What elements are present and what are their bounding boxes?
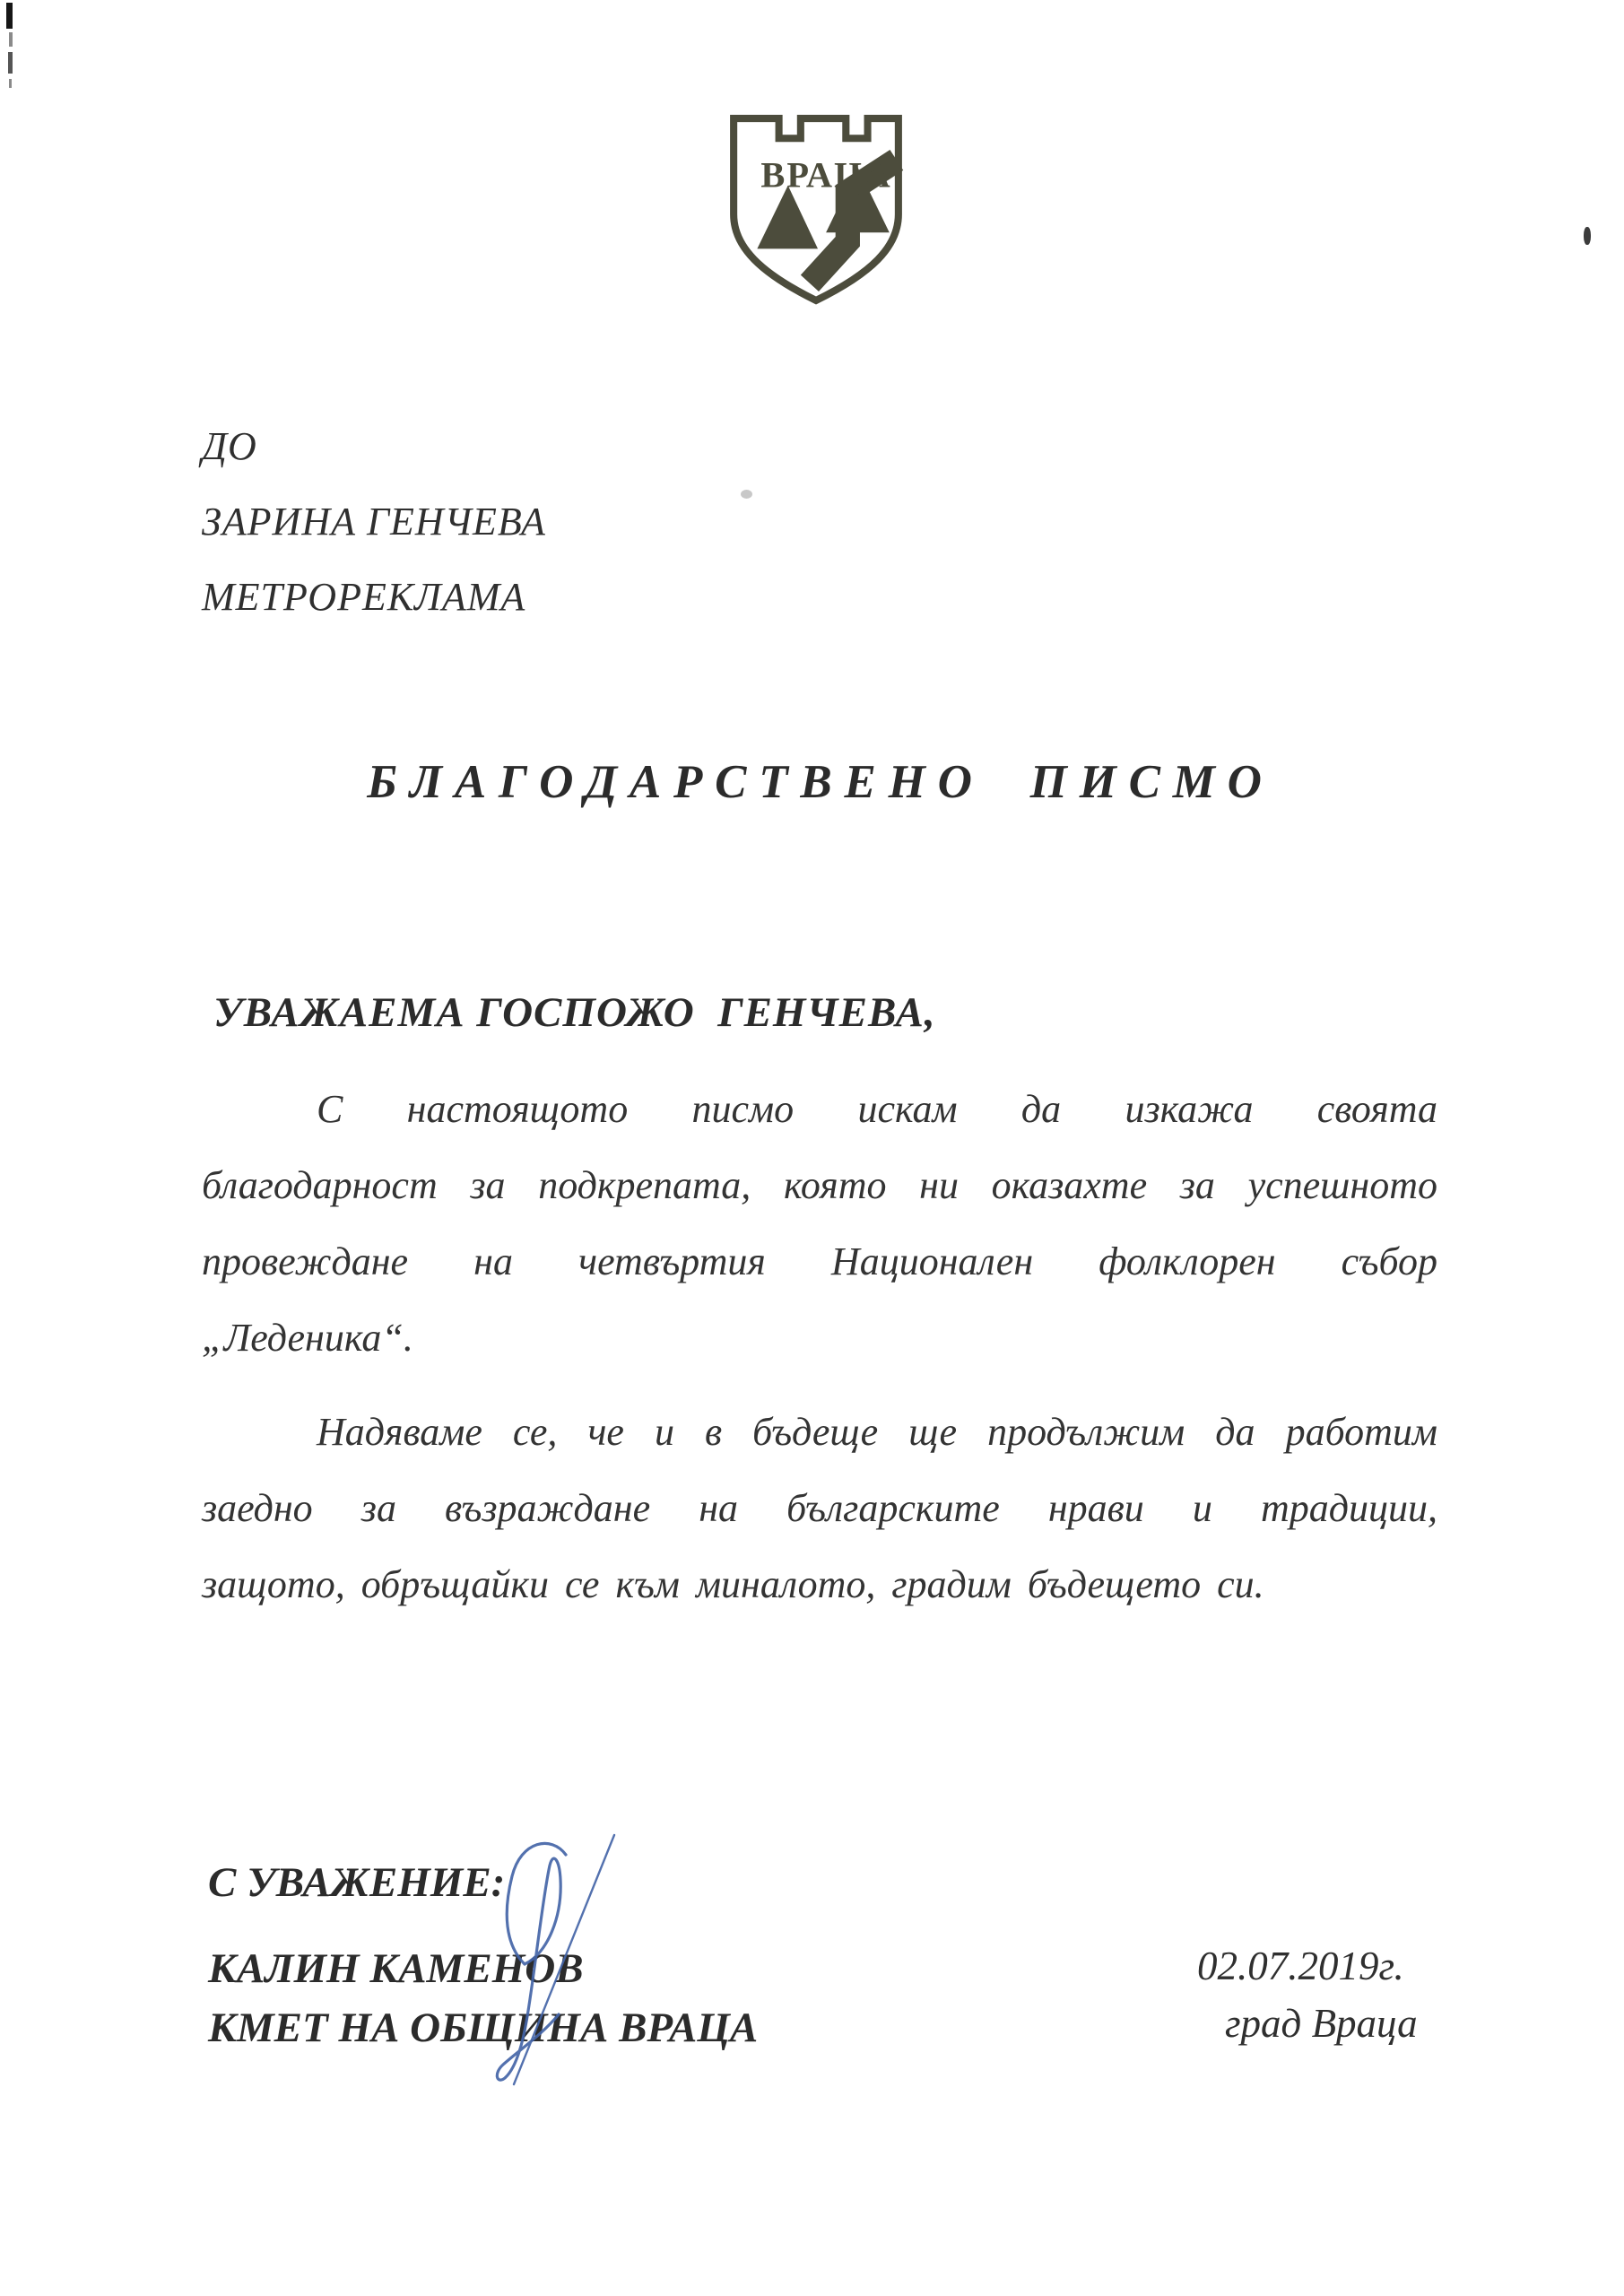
body-line: „Леденика“. bbox=[202, 1316, 413, 1360]
recipient-company: МЕТРОРЕКЛАМА bbox=[202, 575, 526, 619]
scan-artifact-dash bbox=[9, 79, 12, 88]
signer-title: КМЕТ НА ОБЩИНА ВРАЦА bbox=[208, 2005, 759, 2051]
logo-caption: ВРАЦА bbox=[760, 154, 892, 196]
scan-artifact-speck bbox=[1584, 227, 1591, 245]
signature-icon bbox=[478, 1830, 639, 2112]
letter-date: 02.07.2019г. bbox=[1197, 1944, 1404, 1988]
signature-scribble bbox=[478, 1830, 639, 2112]
recipient-to: ДО bbox=[202, 424, 257, 468]
body-line: С настоящото писмо искам да изкажа своята bbox=[317, 1087, 1437, 1131]
body-line: заедно за възраждане на българските нрави и традиции, bbox=[202, 1486, 1437, 1530]
letter-title: БЛАГОДАРСТВЕНО ПИСМО bbox=[367, 756, 1274, 808]
letter-city: град Враца bbox=[1225, 2001, 1418, 2046]
coat-of-arms-icon bbox=[721, 104, 911, 316]
signature-diagonal bbox=[514, 1835, 614, 2084]
signer-name: КАЛИН КАМЕНОВ bbox=[208, 1945, 584, 1992]
recipient-name: ЗАРИНА ГЕНЧЕВА bbox=[202, 500, 546, 544]
scan-artifact-dash bbox=[9, 32, 13, 47]
body-paragraph-1 bbox=[202, 1082, 1437, 1387]
scan-artifact-dash bbox=[8, 52, 13, 74]
recipient-block bbox=[202, 420, 546, 646]
scan-artifact-speck bbox=[741, 490, 752, 499]
salutation: УВАЖАЕМА ГОСПОЖО ГЕНЧЕВА, bbox=[213, 989, 936, 1036]
body-paragraph-2 bbox=[202, 1405, 1437, 1633]
scan-artifact-bar bbox=[6, 3, 13, 29]
body-line: провеждане на четвъртия Национален фолклорен събор bbox=[202, 1239, 1437, 1283]
closing-salutation: С УВАЖЕНИЕ: bbox=[208, 1859, 506, 1906]
municipal-coat-of-arms bbox=[721, 104, 911, 316]
body-line: Надяваме се, че и в бъдеще ще продължим да работим bbox=[317, 1410, 1437, 1454]
body-line: благодарност за подкрепата, която ни оказахте за успешното bbox=[202, 1163, 1437, 1207]
body-line: защото, обръщайки се към миналото, градим бъдещето си. bbox=[202, 1562, 1264, 1606]
